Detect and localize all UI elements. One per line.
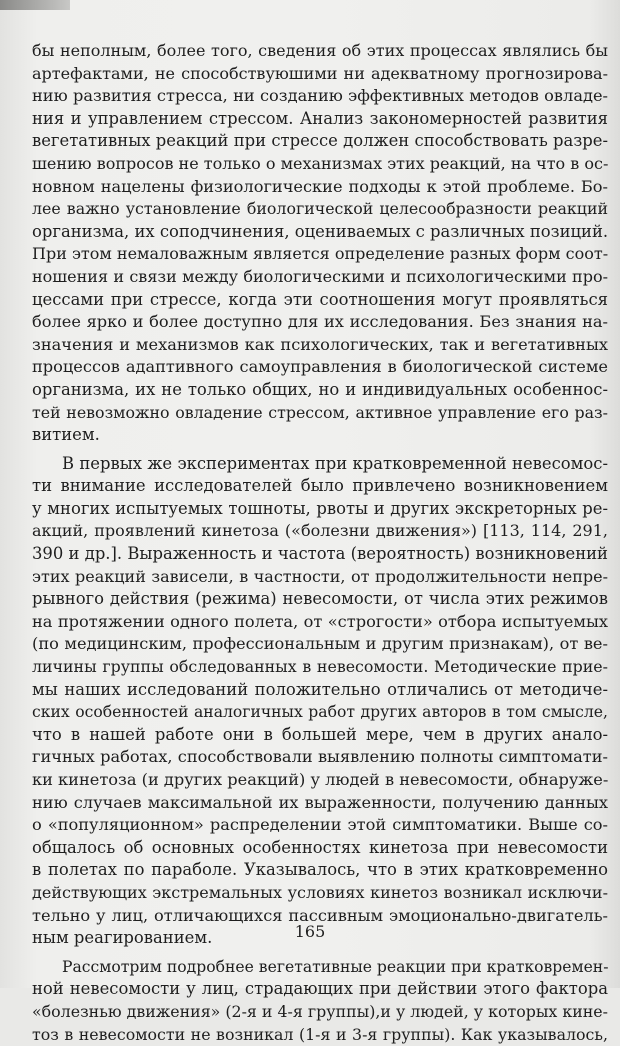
text-line: «болезнью движения» (2-я и 4-я группы),и у людей, у которых кине- [32, 1001, 608, 1021]
text-line: у многих испытуемых тошноты, рвоты и других экскреторных ре- [32, 498, 608, 518]
text-line: При этом немаловажным является определение разных форм соот- [32, 244, 609, 264]
text-line: нию случаев максимальной их выраженности, получению данных [32, 792, 608, 812]
text-line: ки кинетоза (и других реакций) у людей в невесомости, обнаруже- [32, 770, 609, 789]
text-line: артефактами, не способствуюшими ни адекватному прогнозирова- [32, 63, 608, 83]
paragraph [32, 40, 608, 447]
text-line: значения и механизмов как психологических, так и вегетативных [32, 334, 608, 354]
text-line: бы неполным, более того, сведения об этих процессах являлись бы [32, 41, 608, 60]
text-line: что в нашей работе они в большей мере, чем в других анало- [32, 724, 608, 744]
text-line: общалось об основных особенностях кинетоза при невесомости [32, 837, 608, 857]
text-line: лее важно установление биологической целесообразности реакций [32, 199, 608, 219]
body-text [32, 40, 608, 1046]
text-line: тей невозможно овладение стрессом, активное управление его раз- [32, 402, 608, 422]
text-line: ских особенностей аналогичных работ других авторов в том смысле, [32, 703, 608, 722]
text-line: тельно у лиц, отличающихся пассивным эмоционально-двигатель- [32, 905, 608, 925]
text-line: В первых же экспериментах при кратковременной невесомос- [62, 453, 608, 473]
text-line: ния и управлением стрессом. Анализ закономерностей развития [32, 108, 608, 128]
text-line: ной невесомости у лиц, страдающих при действии этого фактора [32, 979, 608, 999]
text-line: ношения и связи между биологическими и психологическими про- [32, 266, 608, 286]
text-line: о «популяционном» распределении этой симптоматики. Выше со- [32, 815, 608, 835]
text-line: на протяжении одного полета, от «строгости» отбора испытуемых [32, 611, 608, 631]
paragraph [32, 956, 608, 1046]
text-line: витием. [32, 425, 100, 445]
text-line: более ярко и более доступно для их исследования. Без знания на- [32, 312, 608, 332]
text-line: (по медицинским, профессиональным и другим признакам), от ве- [32, 634, 608, 654]
text-line: Рассмотрим подробнее вегетативные реакции при кратковремен- [62, 957, 609, 976]
text-line: вегетативных реакций при стрессе должен способствовать разре- [32, 131, 608, 151]
text-line: действующих экстремальных условиях кинетоз возникал исключи- [32, 882, 608, 902]
text-line: гичных работах, способствовали выявлению полноты симптомати- [32, 747, 608, 767]
text-line: акций, проявлений кинетоза («болезни движения») [113, 114, 291, [32, 521, 608, 541]
scan-edge-shadow [0, 0, 70, 10]
text-line: тоз в невесомости не возникал (1-я и 3-я группы). Как указывалось, [32, 1024, 608, 1044]
text-line: ным реагированием. [32, 928, 213, 948]
text-line: шению вопросов не только о механизмах этих реакций, на что в ос- [32, 153, 609, 173]
text-line: цессами при стрессе, когда эти соотношения могут проявляться [32, 289, 608, 309]
text-line: 390 и др.]. Выраженность и частота (вероятность) возникновений [32, 544, 608, 564]
text-line: этих реакций зависели, в частности, от продолжительности непре- [32, 566, 608, 586]
text-line: личины группы обследованных в невесомости. Методические прие- [32, 657, 608, 677]
text-line: в полетах по параболе. Указывалось, что в этих кратковременно [32, 860, 608, 880]
text-line: нию развития стресса, ни созданию эффективных методов овладе- [32, 86, 608, 106]
text-line: ти внимание исследователей было привлечено возникновением [32, 476, 608, 496]
text-line: организма, их не только общих, но и индивидуальных особеннос- [32, 379, 608, 399]
text-line: организма, их соподчинения, оцениваемых с различных позиций. [32, 221, 609, 241]
paragraph [32, 453, 608, 950]
text-line: процессов адаптивного самоуправления в биологической системе [32, 357, 608, 377]
page-number: 165 [294, 922, 326, 941]
text-line: новном нацелены физиологические подходы к этой проблеме. Бо- [32, 176, 608, 196]
text-line: мы наших исследований положительно отличались от методиче- [32, 679, 608, 699]
text-line: рывного действия (режима) невесомости, от числа этих режимов [32, 589, 608, 609]
